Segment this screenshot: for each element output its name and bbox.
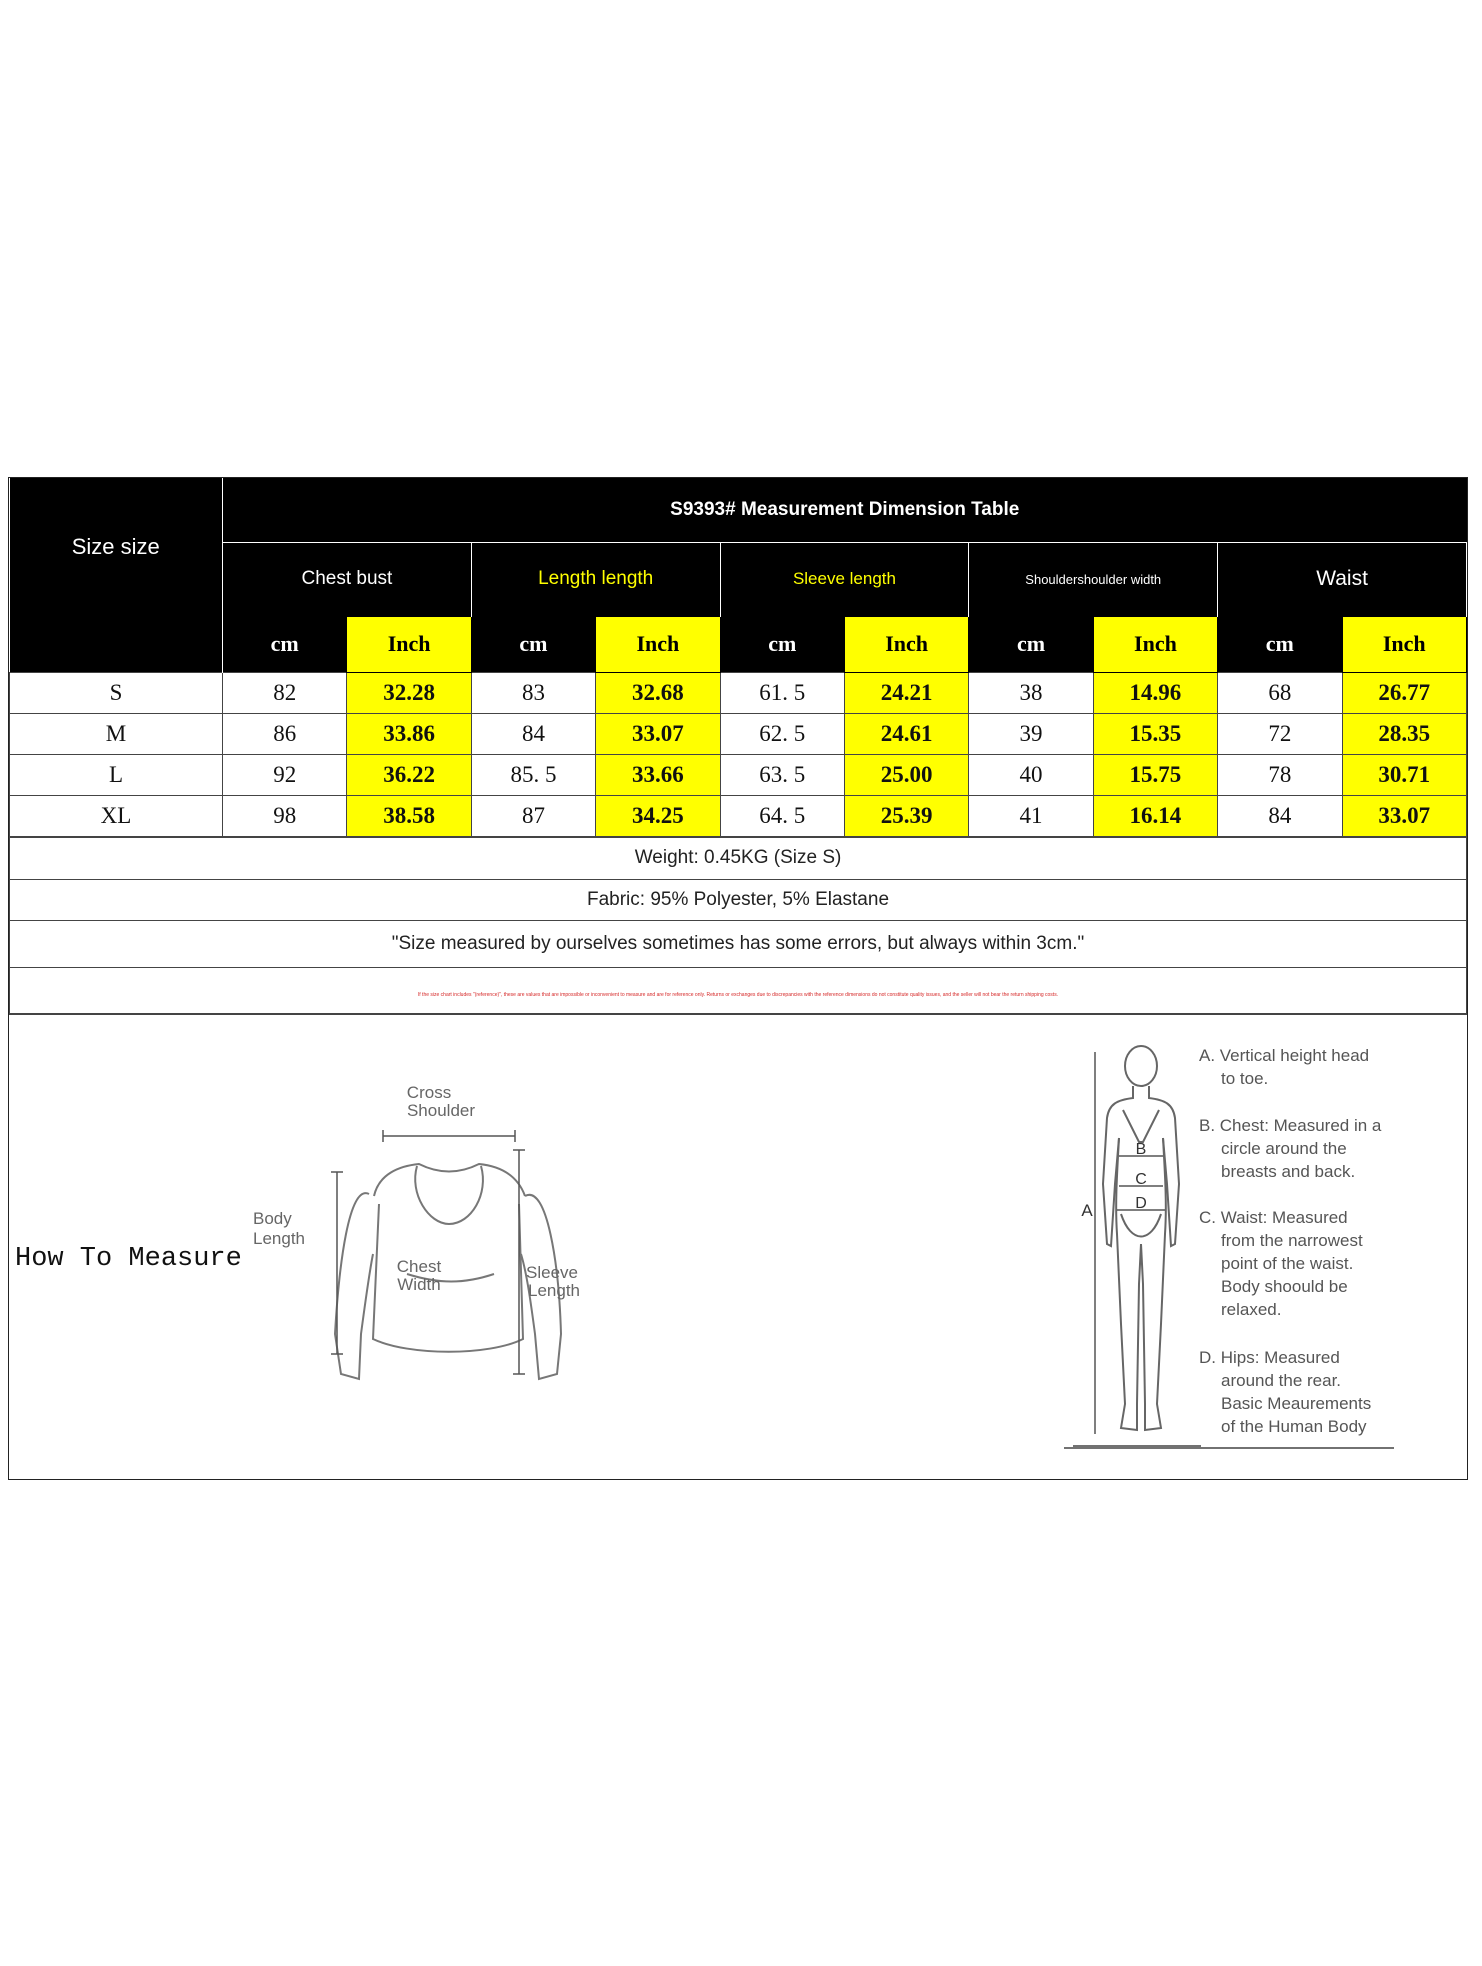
cm-cell: 87 bbox=[471, 795, 595, 836]
size-header: Size size bbox=[10, 478, 223, 616]
column-header: Chest bust bbox=[223, 542, 472, 616]
chest-width-label-1: Chest bbox=[396, 1257, 442, 1276]
unit-cm: cm bbox=[471, 616, 595, 672]
fabric-text: Fabric: 95% Polyester, 5% Elastane bbox=[10, 879, 1467, 920]
cm-cell: 39 bbox=[969, 713, 1093, 754]
inch-cell: 14.96 bbox=[1093, 672, 1217, 713]
body-letter-a: A bbox=[1081, 1201, 1093, 1220]
table-row bbox=[10, 672, 1467, 713]
inch-cell: 25.39 bbox=[844, 795, 968, 836]
legend-line: point of the waist. bbox=[1221, 1254, 1354, 1273]
inch-cell: 26.77 bbox=[1342, 672, 1466, 713]
error-note: "Size measured by ourselves sometimes has some errors, but always within 3cm." bbox=[10, 920, 1467, 967]
cross-shoulder-label-2: Shoulder bbox=[406, 1101, 476, 1120]
cm-cell: 84 bbox=[471, 713, 595, 754]
legend-line: A. Vertical height head bbox=[1199, 1046, 1370, 1065]
weight-text: Weight: 0.45KG (Size S) bbox=[10, 837, 1467, 879]
column-header: Length length bbox=[471, 542, 720, 616]
cm-cell: 41 bbox=[969, 795, 1093, 836]
cm-cell: 84 bbox=[1218, 795, 1342, 836]
inch-cell: 32.28 bbox=[347, 672, 471, 713]
inch-cell: 15.75 bbox=[1093, 754, 1217, 795]
inch-cell: 33.86 bbox=[347, 713, 471, 754]
legend-line: D. Hips: Measured bbox=[1199, 1348, 1340, 1367]
legend-line: Basic Meaurements bbox=[1221, 1394, 1372, 1413]
garment-diagram bbox=[253, 1074, 619, 1404]
legend-line: around the rear. bbox=[1221, 1371, 1342, 1390]
legend-line: of the Human Body bbox=[1221, 1417, 1367, 1436]
cm-cell: 38 bbox=[969, 672, 1093, 713]
legend-line: Body shoould be bbox=[1221, 1277, 1348, 1296]
table-title: S9393# Measurement Dimension Table bbox=[223, 478, 1467, 542]
body-diagram bbox=[1081, 1034, 1201, 1454]
body-letter-d: D bbox=[1135, 1195, 1147, 1212]
column-header: Waist bbox=[1218, 542, 1467, 616]
inch-cell: 15.35 bbox=[1093, 713, 1217, 754]
unit-inch: Inch bbox=[596, 616, 720, 672]
legend-line: relaxed. bbox=[1221, 1300, 1282, 1319]
unit-inch: Inch bbox=[1093, 616, 1217, 672]
cm-cell: 63. 5 bbox=[720, 754, 844, 795]
legend-item bbox=[1199, 1206, 1363, 1321]
unit-cm: cm bbox=[223, 616, 347, 672]
legend-line: C. Waist: Measured bbox=[1199, 1208, 1348, 1227]
body-length-label-1: Body bbox=[253, 1209, 292, 1228]
inch-cell: 34.25 bbox=[596, 795, 720, 836]
legend-line: to toe. bbox=[1221, 1069, 1269, 1088]
cm-cell: 40 bbox=[969, 754, 1093, 795]
inch-cell: 30.71 bbox=[1342, 754, 1466, 795]
inch-cell: 38.58 bbox=[347, 795, 471, 836]
cm-cell: 64. 5 bbox=[720, 795, 844, 836]
size-cell: XL bbox=[10, 795, 223, 836]
legend-line: from the narrowest bbox=[1221, 1231, 1363, 1250]
legend-line: circle around the bbox=[1221, 1139, 1347, 1158]
size-cell: L bbox=[10, 754, 223, 795]
sleeve-length-label-1: Sleeve bbox=[526, 1263, 578, 1282]
inch-cell: 24.21 bbox=[844, 672, 968, 713]
unit-cm: cm bbox=[720, 616, 844, 672]
body-letter-c: C bbox=[1135, 1171, 1147, 1188]
cm-cell: 61. 5 bbox=[720, 672, 844, 713]
inch-cell: 24.61 bbox=[844, 713, 968, 754]
inch-cell: 36.22 bbox=[347, 754, 471, 795]
unit-cm: cm bbox=[1218, 616, 1342, 672]
body-letter-b: B bbox=[1135, 1141, 1147, 1158]
legend-line: breasts and back. bbox=[1221, 1162, 1356, 1181]
inch-cell: 25.00 bbox=[844, 754, 968, 795]
cm-cell: 98 bbox=[223, 795, 347, 836]
legend-item bbox=[1199, 1114, 1381, 1183]
fine-print: If the size chart includes "(reference)", these are values that are impossible or inconvenient to measure and are for reference only. Returns or exchanges due to discrepancies with the reference dimensions do not constitute quality issues, and the seller will not bear the return shipping costs. bbox=[417, 991, 1059, 998]
measurement-table bbox=[9, 478, 1467, 837]
cross-shoulder-label-1: Cross bbox=[406, 1083, 452, 1102]
inch-cell: 32.68 bbox=[596, 672, 720, 713]
cm-cell: 68 bbox=[1218, 672, 1342, 713]
cm-cell: 62. 5 bbox=[720, 713, 844, 754]
info-table bbox=[9, 837, 1467, 1015]
inch-cell: 33.07 bbox=[1342, 795, 1466, 836]
table-row bbox=[10, 795, 1467, 836]
cm-cell: 92 bbox=[223, 754, 347, 795]
inch-cell: 16.14 bbox=[1093, 795, 1217, 836]
legend-item bbox=[1199, 1346, 1371, 1438]
cm-cell: 72 bbox=[1218, 713, 1342, 754]
size-cell: S bbox=[10, 672, 223, 713]
inch-cell: 33.66 bbox=[596, 754, 720, 795]
legend-item bbox=[1199, 1044, 1369, 1090]
body-length-label-2: Length bbox=[253, 1229, 305, 1248]
column-header: Shouldershoulder width bbox=[969, 542, 1218, 616]
unit-inch: Inch bbox=[844, 616, 968, 672]
cm-cell: 86 bbox=[223, 713, 347, 754]
table-row bbox=[10, 754, 1467, 795]
size-cell: M bbox=[10, 713, 223, 754]
how-to-measure-label: How To Measure bbox=[15, 1244, 242, 1274]
inch-cell: 28.35 bbox=[1342, 713, 1466, 754]
sleeve-length-label-2: Length bbox=[528, 1281, 580, 1300]
unit-inch: Inch bbox=[347, 616, 471, 672]
chest-width-label-2: Width bbox=[397, 1275, 441, 1294]
cm-cell: 85. 5 bbox=[471, 754, 595, 795]
column-header: Sleeve length bbox=[720, 542, 969, 616]
cm-cell: 82 bbox=[223, 672, 347, 713]
size-chart bbox=[8, 477, 1468, 1480]
inch-cell: 33.07 bbox=[596, 713, 720, 754]
cm-cell: 78 bbox=[1218, 754, 1342, 795]
unit-inch: Inch bbox=[1342, 616, 1466, 672]
unit-cm: cm bbox=[969, 616, 1093, 672]
cm-cell: 83 bbox=[471, 672, 595, 713]
how-to-measure-section bbox=[9, 1013, 1467, 1480]
table-row bbox=[10, 713, 1467, 754]
legend-line: B. Chest: Measured in a bbox=[1199, 1116, 1382, 1135]
